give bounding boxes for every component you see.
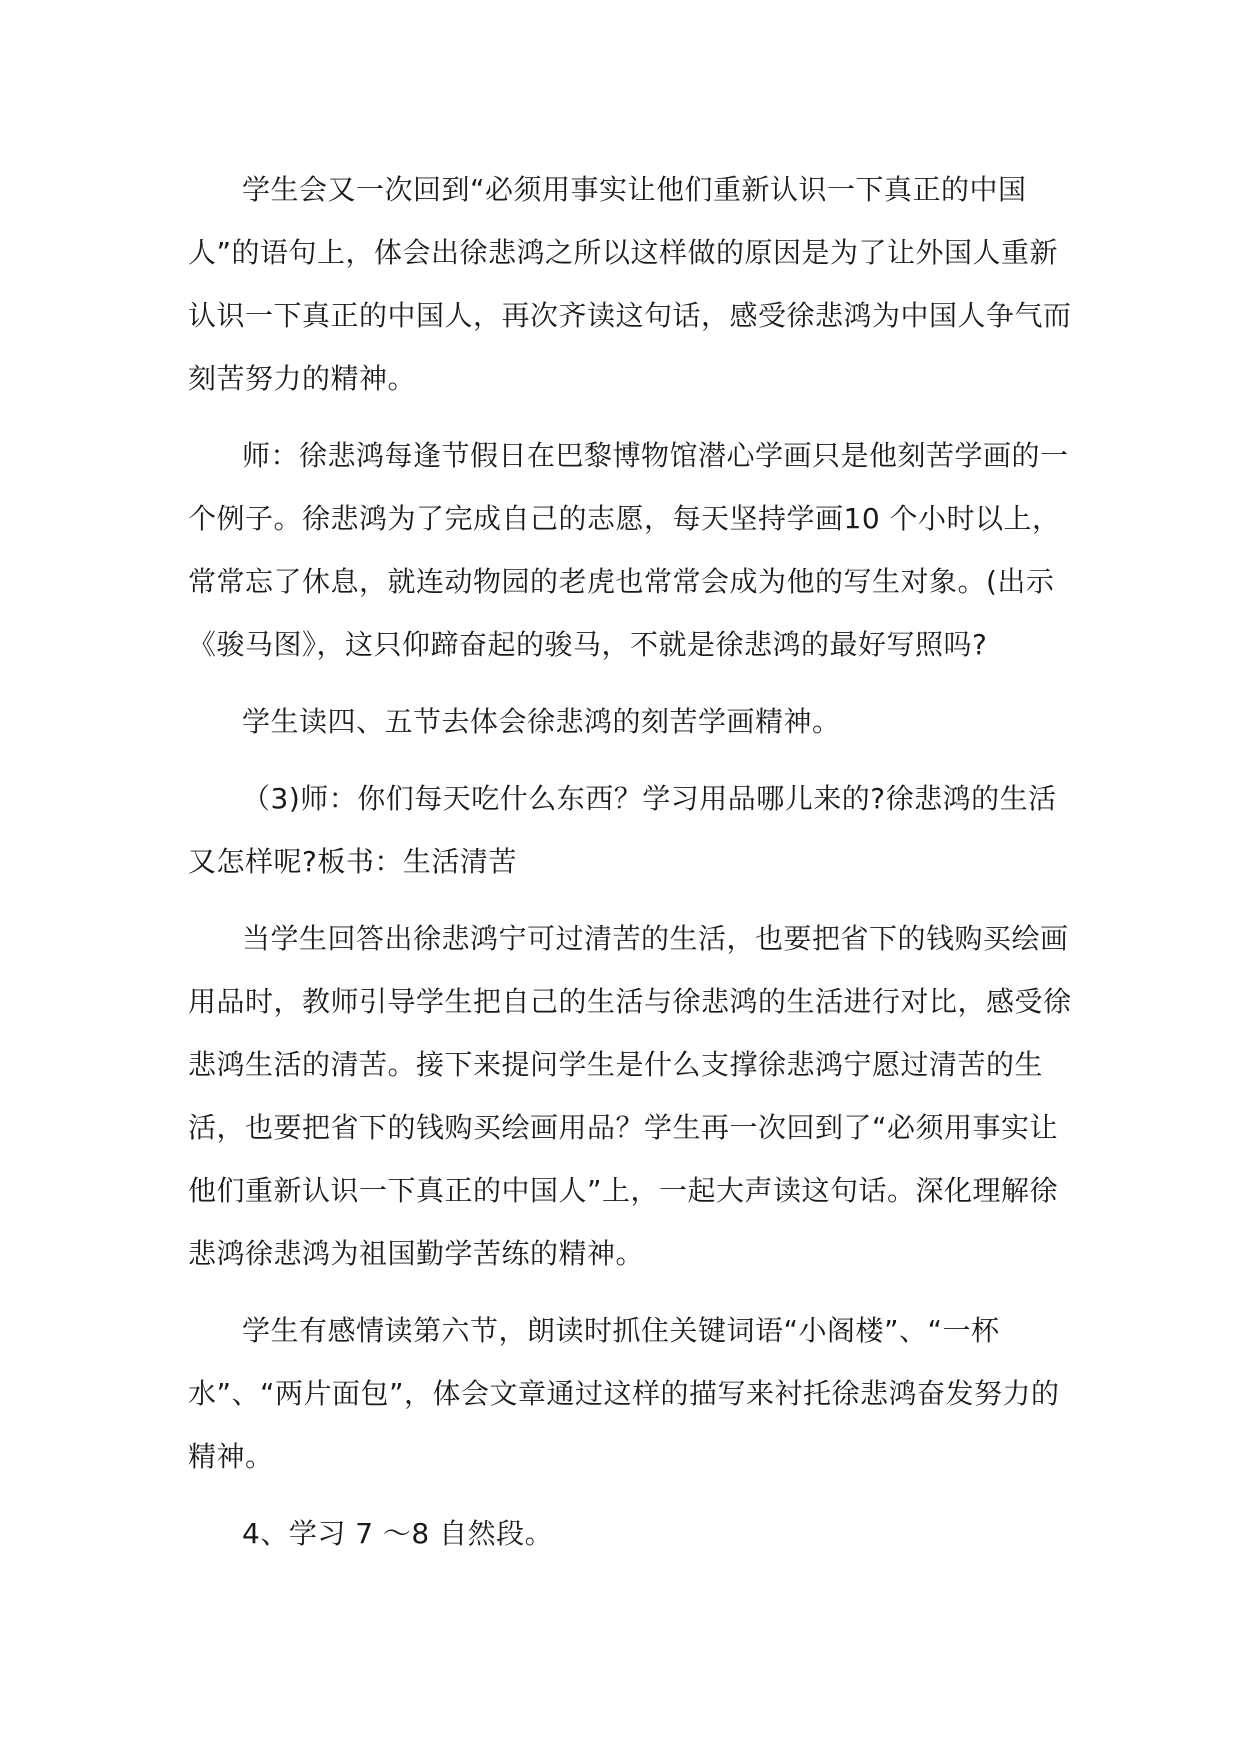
paragraph-1: 学生会又一次回到“必须用事实让他们重新认识一下真正的中国人”的语句上，体会出徐悲鸿之所以这样做的原因是为了让外国人重新认识一下真正的中国人，再次齐读这句话，感受徐悲鸿为中国人争气而刻苦努力的精神。 bbox=[188, 173, 1072, 395]
paragraph-7: 4、学习 7 ～8 自然段。 bbox=[242, 1517, 554, 1550]
document-body bbox=[188, 158, 1078, 1579]
paragraph-5: 当学生回答出徐悲鸿宁可过清苦的生活，也要把省下的钱购买绘画用品时，教师引导学生把自己的生活与徐悲鸿的生活进行对比，感受徐悲鸿生活的清苦。接下来提问学生是什么支撑徐悲鸿宁愿过清苦的生活，也要把省下的钱购买绘画用品？学生再一次回到了“必须用事实让他们重新认识一下真正的中国人”上，一起大声读这句话。深化理解徐悲鸿徐悲鸿为祖国勤学苦练的精神。 bbox=[188, 922, 1072, 1270]
paragraph-3: 学生读四、五节去体会徐悲鸿的刻苦学画精神。 bbox=[242, 705, 841, 738]
paragraph-4: （3)师：你们每天吃什么东西？学习用品哪儿来的?徐悲鸿的生活又怎样呢?板书：生活清苦 bbox=[188, 782, 1057, 878]
paragraph-6: 学生有感情读第六节，朗读时抓住关键词语“小阁楼”、“一杯水”、“两片面包”，体会文章通过这样的描写来衬托徐悲鸿奋发努力的精神。 bbox=[188, 1314, 1060, 1473]
paragraph-2: 师：徐悲鸿每逢节假日在巴黎博物馆潜心学画只是他刻苦学画的一个例子。徐悲鸿为了完成自己的志愿，每天坚持学画10 个小时以上，常常忘了休息，就连动物园的老虎也常常会成为他的写生对象。(出示《骏马图》，这只仰蹄奋起的骏马，不就是徐悲鸿的最好写照吗? bbox=[188, 439, 1069, 661]
